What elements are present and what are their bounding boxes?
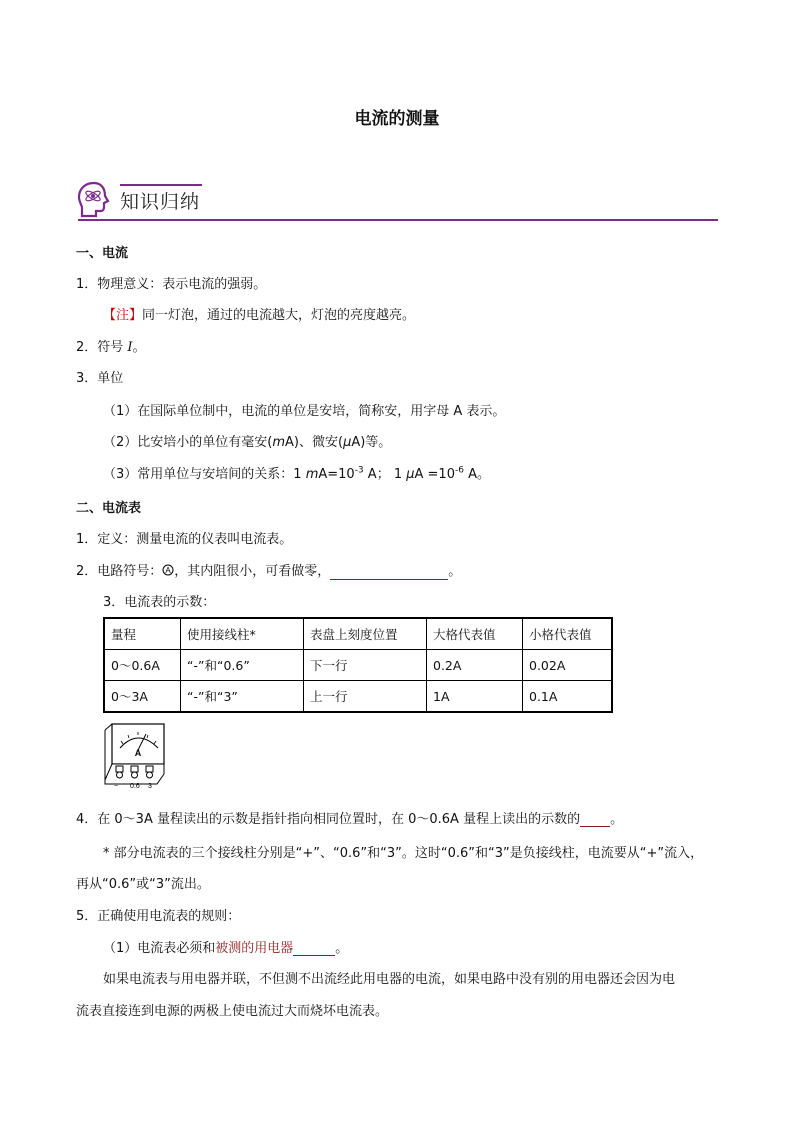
table-header-row	[104, 618, 612, 650]
meter-terminal-06: 0.6	[130, 783, 140, 790]
unit-item-3	[103, 463, 490, 482]
table-cell: 0.02A	[523, 650, 613, 681]
meter-letter: A	[134, 748, 142, 758]
table-cell: “-”和“0.6”	[181, 650, 304, 681]
unit3-mu: μ	[406, 467, 415, 482]
paragraph-definition: 1．定义：测量电流的仪表叫电流表。	[76, 532, 293, 547]
meter-terminal-3: 3	[148, 783, 152, 790]
unit3-exp1: -3	[354, 465, 364, 476]
table-row	[104, 681, 612, 713]
star-note-line-2: 再从“0.6”或“3”流出。	[76, 877, 210, 892]
rule1-answer: 被测的用电器	[215, 941, 294, 956]
table-header-cell: 量程	[104, 618, 181, 650]
paragraph-reading: 3．电流表的示数：	[103, 595, 216, 610]
table-cell: 上一行	[304, 681, 427, 713]
unit3-m: m	[305, 467, 319, 482]
header-accent-line	[120, 184, 202, 186]
star-note-line-1: * 部分电流表的三个接线柱分别是“+”、“0.6”和“3”。这时“0.6”和“3”是负接线柱，电流要从“+”流入，	[103, 846, 704, 861]
range-table	[103, 617, 613, 713]
current-symbol: I	[127, 340, 133, 355]
circuit-text-end: 。	[448, 564, 462, 579]
table-cell: 0.2A	[427, 650, 523, 681]
unit2-mu: μ	[343, 435, 352, 450]
unit3-exp2: -6	[454, 465, 464, 476]
table-header-cell: 小格代表值	[523, 618, 613, 650]
unit2-text-c: A)等。	[351, 435, 392, 450]
rule1-end: 。	[335, 941, 349, 956]
table-row	[104, 650, 612, 681]
circuit-text-a: 2．电路符号：	[76, 564, 163, 579]
rule1-text-a: （1）电流表必须和	[103, 941, 216, 956]
paragraph-range-compare	[76, 808, 623, 827]
unit2-text-b: A)、微安(	[285, 435, 344, 450]
paragraph-meaning: 1．物理意义：表示电流的强弱。	[76, 277, 267, 292]
rule1-explanation-line-2: 流表直接连到电源的两极上使电流过大而烧坏电流表。	[76, 1004, 389, 1019]
table-header-cell: 大格代表值	[427, 618, 523, 650]
paragraph-symbol	[76, 336, 146, 355]
note-tag: 【注】	[103, 308, 143, 323]
answer-blank-3[interactable]	[293, 941, 335, 956]
unit3-text-c: A； 1	[363, 467, 407, 482]
ammeter-figure	[102, 722, 168, 790]
unit3-text-f: A。	[463, 467, 490, 482]
header-divider	[78, 219, 718, 221]
table-cell: 下一行	[304, 650, 427, 681]
unit2-m: m	[272, 435, 286, 450]
unit3-text-b: A=10	[318, 467, 355, 482]
paragraph-unit: 3．单位	[76, 371, 124, 386]
symbol-suffix: 。	[132, 340, 146, 355]
unit-item-1: （1）在国际单位制中，电流的单位是安培，简称安，用字母 A 表示。	[103, 404, 506, 419]
unit-item-2	[103, 431, 391, 450]
rule1-explanation-line-1: 如果电流表与用电器并联，不但测不出流经此用电器的电流，如果电路中没有别的用电器还会因为电	[103, 972, 676, 987]
table-cell: 0～3A	[104, 681, 181, 713]
circuit-text-b: ，其内阻很小，可看做零，	[174, 564, 331, 579]
table-cell: 1A	[427, 681, 523, 713]
unit3-text-d: A =10	[414, 467, 455, 482]
symbol-prefix: 2．符号	[76, 340, 124, 355]
section-title-ammeter: 二、电流表	[76, 501, 142, 516]
paragraph-circuit-symbol	[76, 560, 461, 580]
range-compare-end: 。	[610, 812, 624, 827]
svg-text:A: A	[165, 565, 171, 575]
table-cell: “-”和“3”	[181, 681, 304, 713]
table-cell: 0.1A	[523, 681, 613, 713]
range-compare-text: 4．在 0～3A 量程读出的示数是指针指向相同位置时，在 0～0.6A 量程上读出的示数的	[76, 812, 581, 827]
ammeter-symbol-icon	[162, 564, 174, 580]
note-text: 同一灯泡，通过的电流越大，灯泡的亮度越亮。	[142, 308, 416, 323]
section-header: 知识归纳	[120, 191, 201, 213]
meter-terminal-neg: −	[114, 783, 119, 790]
answer-blank-1[interactable]	[330, 565, 448, 580]
rule-item-1	[103, 937, 348, 956]
unit3-text-a: （3）常用单位与安培间的关系：1	[103, 467, 306, 482]
paragraph-rules: 5．正确使用电流表的规则：	[76, 909, 241, 924]
table-header-cell: 表盘上刻度位置	[304, 618, 427, 650]
answer-blank-2[interactable]	[580, 812, 610, 827]
page-title: 电流的测量	[354, 109, 440, 129]
note-paragraph	[103, 304, 415, 323]
unit2-text-a: （2）比安培小的单位有毫安(	[103, 435, 273, 450]
brain-atom-icon	[76, 180, 112, 218]
section-title-current: 一、电流	[76, 246, 129, 261]
table-header-cell: 使用接线柱*	[181, 618, 304, 650]
table-cell: 0～0.6A	[104, 650, 181, 681]
